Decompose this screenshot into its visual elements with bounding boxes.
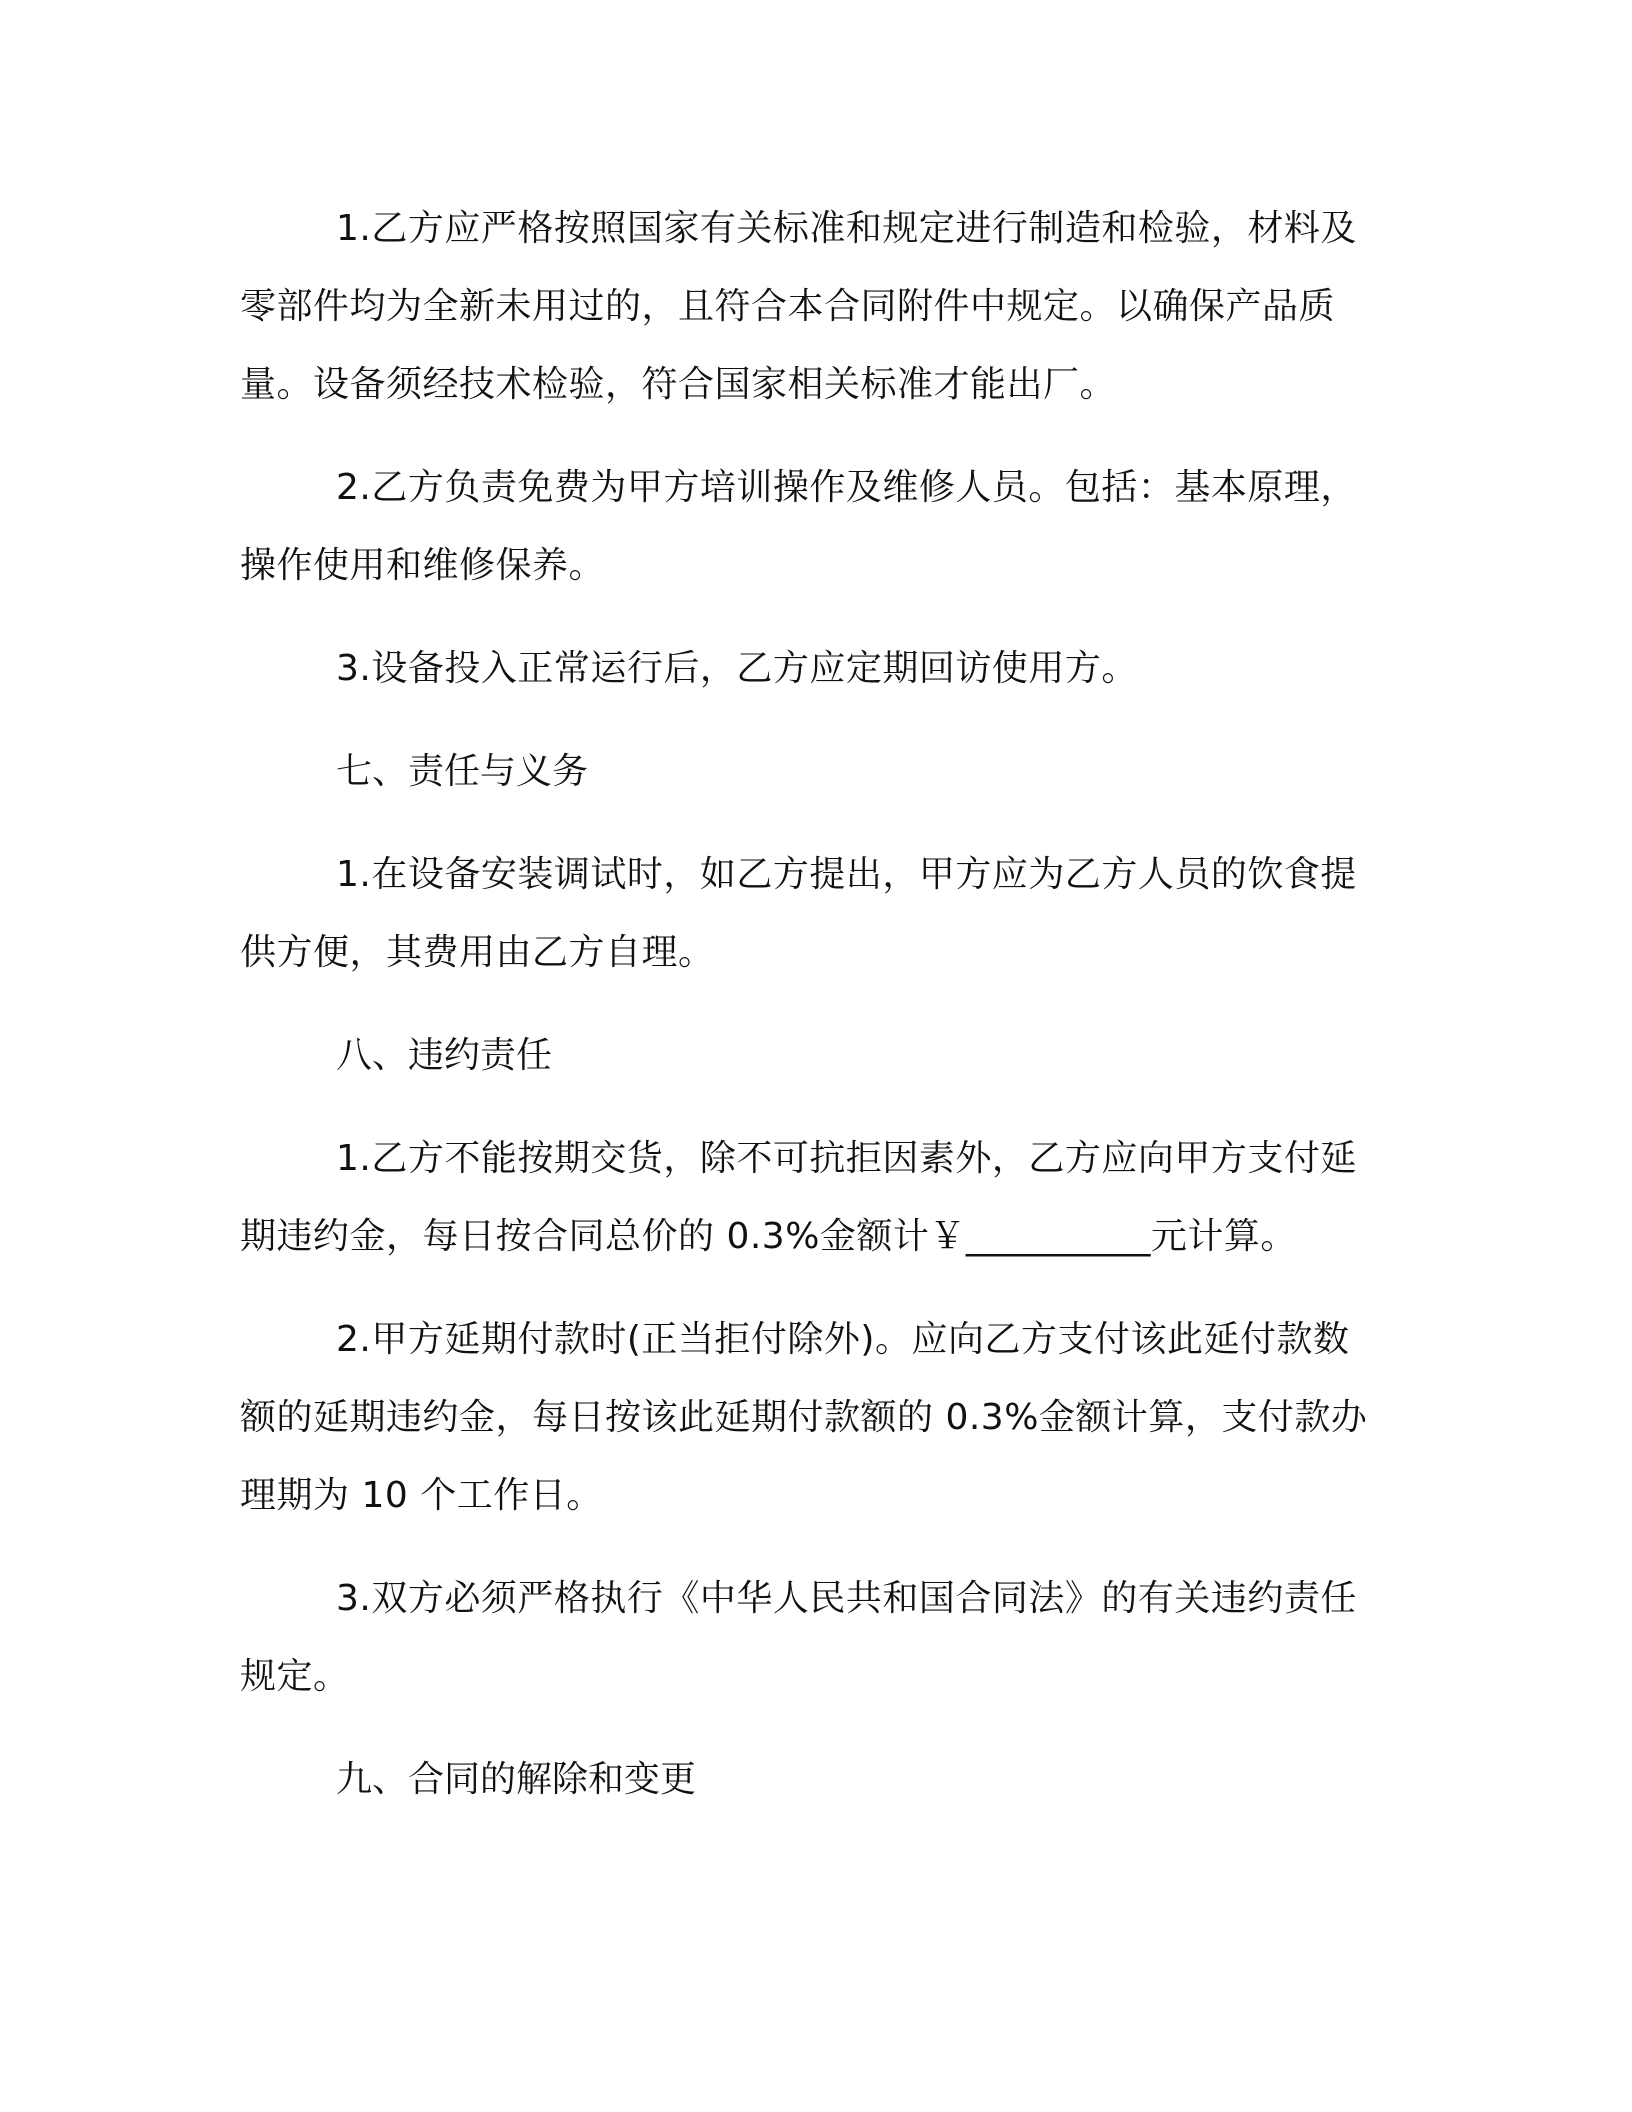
clause-training: 2.乙方负责免费为甲方培训操作及维修人员。包括：基本原理，操作使用和维修保养。: [240, 467, 1357, 586]
clause-quality-inspection: 1.乙方应严格按照国家有关标准和规定进行制造和检验，材料及零部件均为全新未用过的，且符合本合同附件中规定。以确保产品质量。设备须经技术检验，符合国家相关标准才能出厂。: [240, 208, 1357, 405]
section-heading-breach: 八、违约责任: [336, 1035, 553, 1076]
clause-contract-law: 3.双方必须严格执行《中华人民共和国合同法》的有关违约责任规定。: [240, 1578, 1357, 1697]
clause-late-payment: 2.甲方延期付款时(正当拒付除外)。应向乙方支付该此延付款数额的延期违约金，每日按该此延期付款额的 0.3%金额计算，支付款办理期为 10 个工作日。: [240, 1319, 1368, 1516]
clause-follow-up-visit: 3.设备投入正常运行后，乙方应定期回访使用方。: [336, 648, 1138, 689]
section-heading-termination: 九、合同的解除和变更: [336, 1759, 697, 1800]
section-heading-responsibilities: 七、责任与义务: [336, 751, 589, 792]
clause-late-delivery: 1.乙方不能按期交货，除不可抗拒因素外，乙方应向甲方支付延期违约金，每日按合同总价的 0.3%金额计￥__________元计算。: [240, 1138, 1357, 1257]
document-body: [240, 190, 1370, 1844]
clause-installation-meals: 1.在设备安装调试时，如乙方提出，甲方应为乙方人员的饮食提供方便，其费用由乙方自理。: [240, 854, 1357, 973]
